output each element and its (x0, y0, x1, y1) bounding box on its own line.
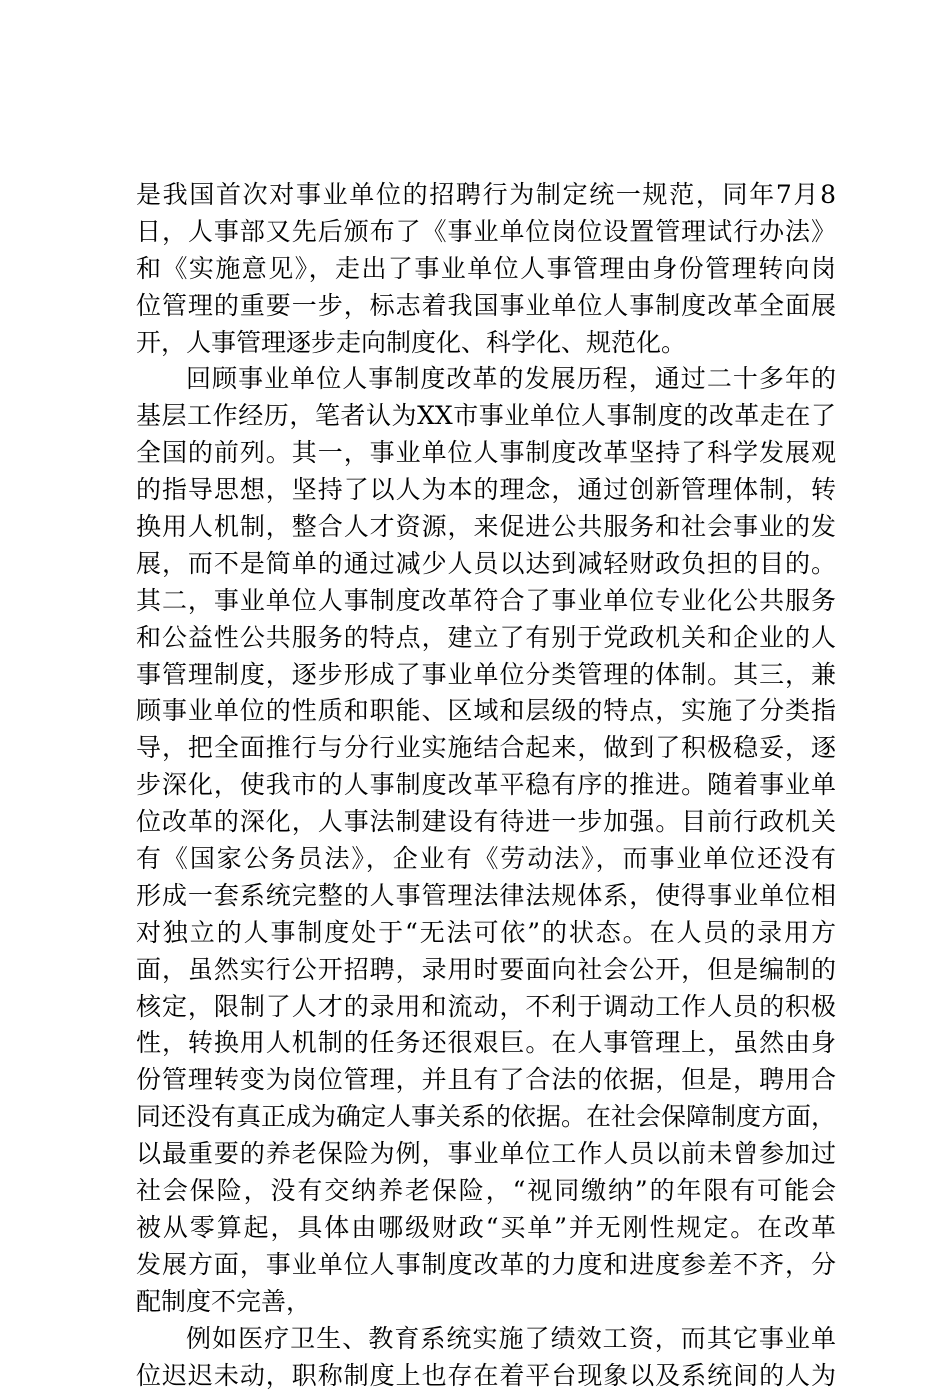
text-line: 日，人事部又先后颁布了《事业单位岗位设置管理试行办法》 (136, 214, 836, 251)
text-line: 基层工作经历，笔者认为XX市事业单位人事制度的改革走在了 (136, 398, 836, 435)
text-line: 和公益性公共服务的特点，建立了有别于党政机关和企业的人 (136, 620, 836, 657)
text-line: 导，把全面推行与分行业实施结合起来，做到了积极稳妥，逐 (136, 730, 836, 767)
text-line: 顾事业单位的性质和职能、区域和层级的特点，实施了分类指 (136, 693, 836, 730)
text-line: 性，转换用人机制的任务还很艰巨。在人事管理上，虽然由身 (136, 1025, 836, 1062)
text-line: 是我国首次对事业单位的招聘行为制定统一规范，同年7月8 (136, 177, 836, 214)
text-line: 换用人机制，整合人才资源，来促进公共服务和社会事业的发 (136, 509, 836, 546)
text-line: 步深化，使我市的人事制度改革平稳有序的推进。随着事业单 (136, 767, 836, 804)
text-line: 例如医疗卫生、教育系统实施了绩效工资，而其它事业单 (136, 1321, 836, 1358)
text-line: 被从零算起，具体由哪级财政“买单”并无刚性规定。在改革 (136, 1210, 836, 1247)
text-line: 以最重要的养老保险为例，事业单位工作人员以前未曾参加过 (136, 1136, 836, 1173)
text-line: 开，人事管理逐步走向制度化、科学化、规范化。 (136, 325, 836, 362)
text-line: 形成一套系统完整的人事管理法律法规体系，使得事业单位相 (136, 878, 836, 915)
text-line: 同还没有真正成为确定人事关系的依据。在社会保障制度方面， (136, 1099, 836, 1136)
text-line: 份管理转变为岗位管理，并且有了合法的依据，但是，聘用合 (136, 1062, 836, 1099)
text-line: 对独立的人事制度处于“无法可依”的状态。在人员的录用方 (136, 915, 836, 952)
text-line: 面，虽然实行公开招聘，录用时要面向社会公开，但是编制的 (136, 952, 836, 989)
text-line: 和《实施意见》，走出了事业单位人事管理由身份管理转向岗 (136, 251, 836, 288)
text-line: 的指导思想，坚持了以人为本的理念，通过创新管理体制，转 (136, 472, 836, 509)
text-line: 核定，限制了人才的录用和流动，不利于调动工作人员的积极 (136, 989, 836, 1026)
text-line: 位迟迟未动，职称制度上也存在着平台现象以及系统间的人为 (136, 1358, 836, 1394)
text-line: 展，而不是简单的通过减少人员以达到减轻财政负担的目的。 (136, 546, 836, 583)
text-line: 位改革的深化，人事法制建设有待进一步加强。目前行政机关 (136, 804, 836, 841)
text-line: 配制度不完善， (136, 1284, 836, 1321)
text-line: 有《国家公务员法》，企业有《劳动法》，而事业单位还没有 (136, 841, 836, 878)
body-text (136, 177, 836, 1394)
text-line: 位管理的重要一步，标志着我国事业单位人事制度改革全面展 (136, 288, 836, 325)
text-line: 社会保险，没有交纳养老保险，“视同缴纳”的年限有可能会 (136, 1173, 836, 1210)
text-line: 全国的前列。其一，事业单位人事制度改革坚持了科学发展观 (136, 435, 836, 472)
text-line: 回顾事业单位人事制度改革的发展历程，通过二十多年的 (136, 361, 836, 398)
text-line: 其二，事业单位人事制度改革符合了事业单位专业化公共服务 (136, 583, 836, 620)
text-line: 发展方面，事业单位人事制度改革的力度和进度参差不齐，分 (136, 1247, 836, 1284)
text-line: 事管理制度，逐步形成了事业单位分类管理的体制。其三，兼 (136, 657, 836, 694)
